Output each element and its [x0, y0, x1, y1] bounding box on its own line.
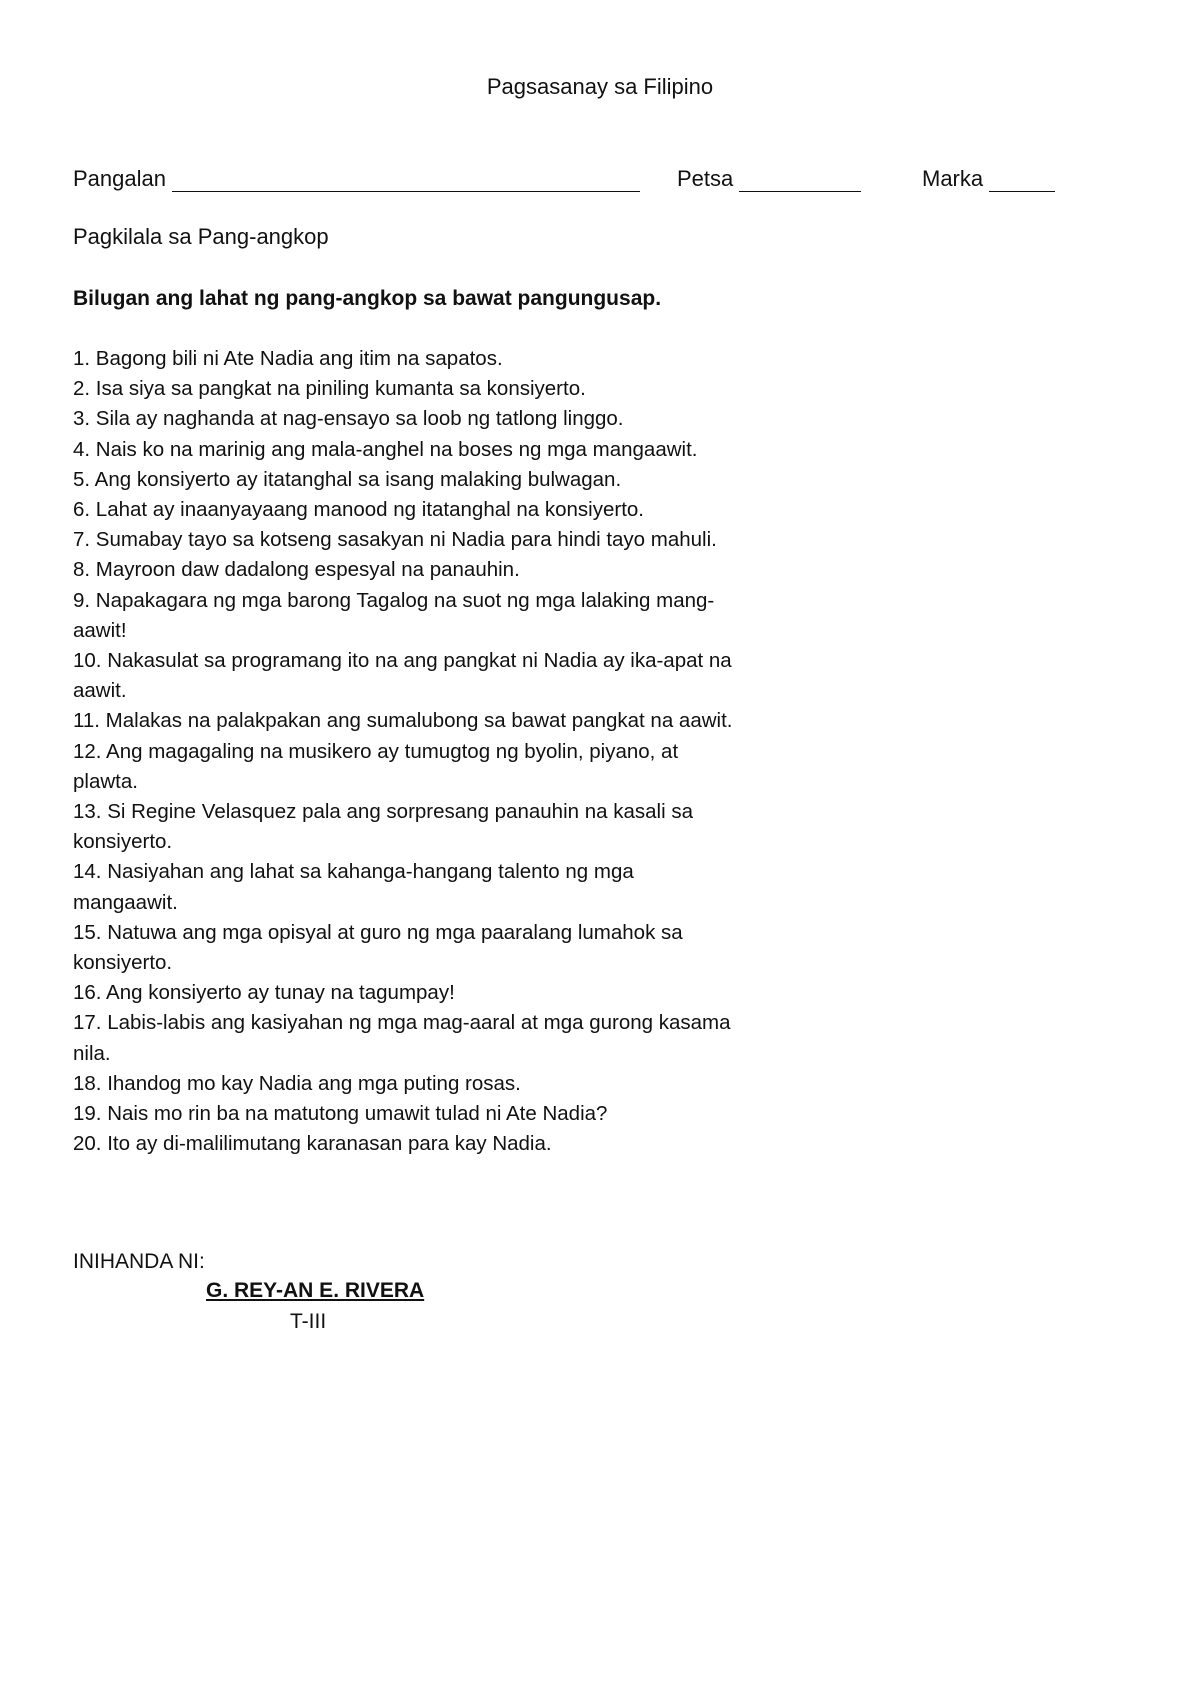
- exercise-item: 7. Sumabay tayo sa kotseng sasakyan ni Nadia para hindi tayo mahuli.: [73, 528, 717, 552]
- exercise-item: 18. Ihandog mo kay Nadia ang mga puting rosas.: [73, 1071, 521, 1095]
- grade-field: [922, 164, 1055, 192]
- exercise-item: 20. Ito ay di-malilimutang karanasan para kay Nadia.: [73, 1132, 552, 1156]
- author-name: G. REY-AN E. RIVERA: [206, 1279, 425, 1302]
- exercise-item: 14. Nasiyahan ang lahat sa kahanga-hangang talento ng mga mangaawit.: [73, 860, 634, 914]
- exercise-item: 4. Nais ko na marinig ang mala-anghel na boses ng mga mangaawit.: [73, 437, 698, 461]
- name-label: Pangalan: [73, 166, 166, 191]
- name-blank-line: [172, 169, 640, 192]
- student-info-row: [73, 164, 1073, 192]
- exercise-item: 17. Labis-labis ang kasiyahan ng mga mag-aaral at mga gurong kasama nila.: [73, 1011, 731, 1065]
- prepared-by-label: INIHANDA NI:: [73, 1250, 205, 1273]
- name-field: [73, 164, 640, 192]
- worksheet-title: Pagsasanay sa Filipino: [486, 74, 714, 99]
- exercise-item: 10. Nakasulat sa programang ito na ang pangkat ni Nadia ay ika-apat na aawit.: [73, 649, 732, 703]
- exercise-item: 15. Natuwa ang mga opisyal at guro ng mga paaralang lumahok sa konsiyerto.: [73, 920, 683, 975]
- exercise-item: 11. Malakas na palakpakan ang sumalubong sa bawat pangkat na aawit.: [73, 709, 733, 733]
- exercise-list: [73, 344, 733, 1159]
- exercise-item: 1. Bagong bili ni Ate Nadia ang itim na sapatos.: [73, 347, 503, 370]
- exercise-item: 6. Lahat ay inaanyayaang manood ng itatanghal na konsiyerto.: [73, 498, 644, 522]
- exercise-item: 13. Si Regine Velasquez pala ang sorpresang panauhin na kasali sa konsiyerto.: [73, 800, 693, 854]
- grade-blank-line: [989, 169, 1055, 192]
- exercise-item: 8. Mayroon daw dadalong espesyal na panauhin.: [73, 558, 520, 582]
- exercise-item: 2. Isa siya sa pangkat na piniling kumanta sa konsiyerto.: [73, 377, 586, 401]
- exercise-item: 3. Sila ay naghanda at nag-ensayo sa loob ng tatlong linggo.: [73, 407, 624, 431]
- date-blank-line: [739, 169, 861, 192]
- exercise-item: 16. Ang konsiyerto ay tunay na tagumpay!: [73, 981, 455, 1005]
- author-role: T-III: [290, 1310, 327, 1333]
- grade-label: Marka: [922, 166, 984, 191]
- section-title: Pagkilala sa Pang-angkop: [73, 224, 329, 249]
- exercise-item: 19. Nais mo rin ba na matutong umawit tulad ni Ate Nadia?: [73, 1102, 608, 1126]
- exercise-item: 5. Ang konsiyerto ay itatanghal sa isang malaking bulwagan.: [73, 467, 622, 491]
- date-field: [677, 164, 861, 192]
- instruction-text: Bilugan ang lahat ng pang-angkop sa bawat pangungusap.: [73, 287, 662, 310]
- exercise-item: 9. Napakagara ng mga barong Tagalog na suot ng mga lalaking mang-aawit!: [73, 588, 715, 642]
- exercise-item: 12. Ang magagaling na musikero ay tumugtog ng byolin, piyano, at plawta.: [73, 739, 679, 793]
- date-label: Petsa: [677, 166, 734, 191]
